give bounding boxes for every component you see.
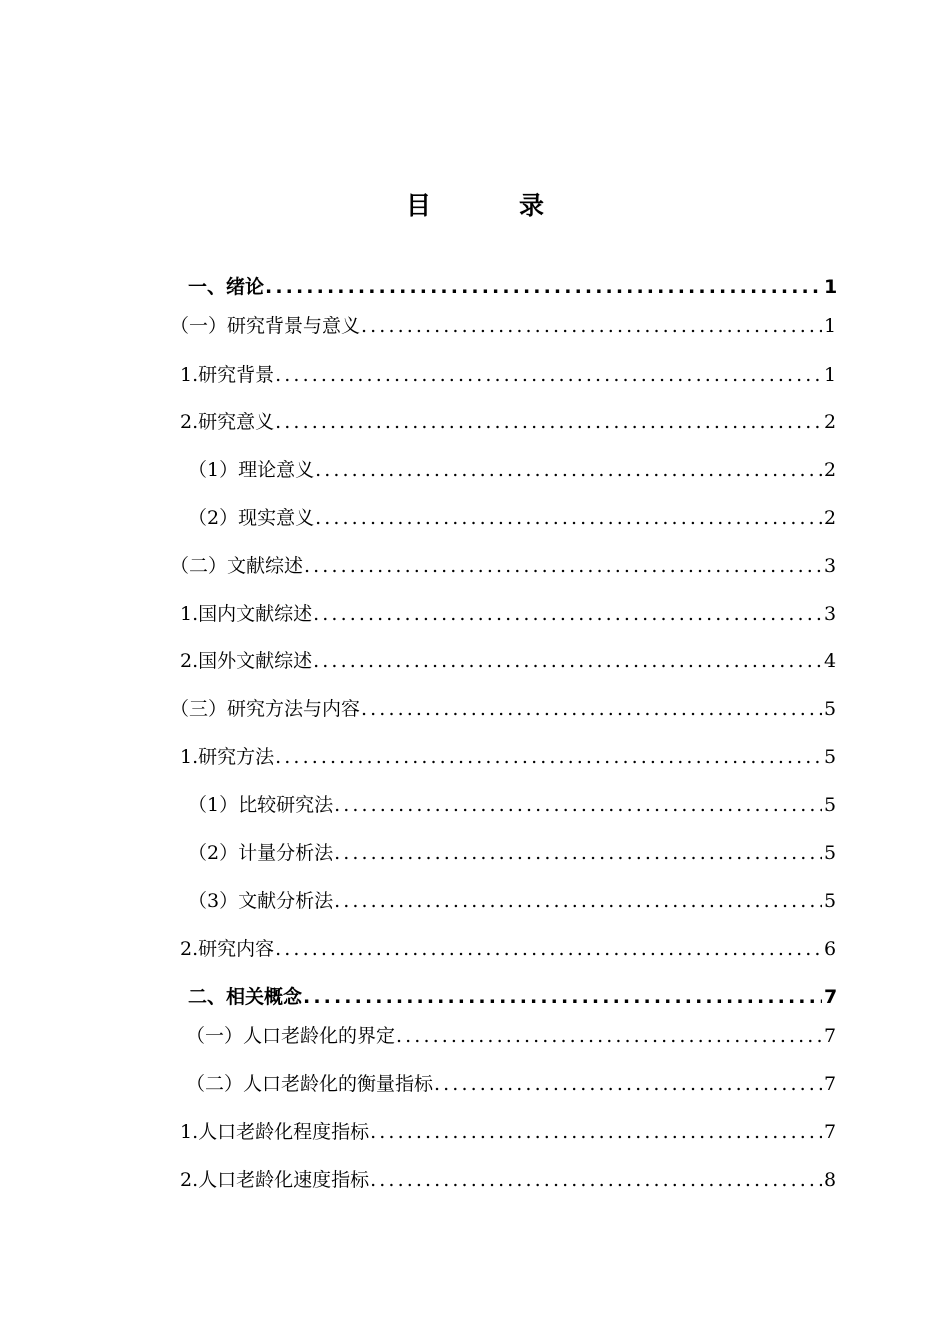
toc-entry-page: 7 <box>824 1025 837 1047</box>
toc-entry-title: 相关概念 <box>226 986 303 1008</box>
toc-entry-page: 3 <box>824 603 837 625</box>
toc-entry-title: 计量分析法 <box>238 842 334 864</box>
toc-entry-page: 5 <box>824 842 837 864</box>
toc-entry-page: 7 <box>824 986 838 1008</box>
toc-entry-title: 研究方法与内容 <box>227 698 361 720</box>
toc-entry-title: 研究方法 <box>198 746 275 768</box>
toc-entry[interactable] <box>188 983 836 1011</box>
toc-leader-dots <box>303 983 822 1011</box>
toc-entry-title: 研究背景与意义 <box>227 315 361 337</box>
toc-entry-number: 1. <box>180 603 199 625</box>
toc-entry-number: （2） <box>188 507 239 529</box>
toc-entry-page: 2 <box>824 411 837 433</box>
toc-entry-number: （2） <box>188 842 239 864</box>
toc-entry[interactable] <box>186 1070 836 1098</box>
toc-entry-page: 7 <box>824 1073 837 1095</box>
toc-entry-page: 1 <box>824 364 837 386</box>
toc-leader-dots <box>361 312 822 340</box>
toc-entry-number: （1） <box>188 794 239 816</box>
toc-entry-title: 文献分析法 <box>238 890 334 912</box>
toc-entry[interactable] <box>180 743 836 771</box>
toc-entry-page: 5 <box>824 890 837 912</box>
toc-entry[interactable] <box>188 791 836 819</box>
toc-entry-number: 1. <box>180 1121 199 1143</box>
toc-entry[interactable] <box>188 273 836 301</box>
toc-entry-page: 2 <box>824 507 837 529</box>
toc-entry[interactable] <box>170 312 836 340</box>
toc-leader-dots <box>434 1070 822 1098</box>
toc-entry[interactable] <box>180 600 836 628</box>
toc-entry-title: 人口老龄化速度指标 <box>198 1169 370 1191</box>
toc-entry-number: （一） <box>170 315 228 337</box>
toc-leader-dots <box>275 743 822 771</box>
toc-leader-dots <box>315 504 822 532</box>
toc-entry-number: （二） <box>170 555 228 577</box>
toc-entry[interactable] <box>188 504 836 532</box>
toc-leader-dots <box>334 791 822 819</box>
toc-leader-dots <box>370 1166 822 1194</box>
toc-entry[interactable] <box>188 887 836 915</box>
toc-entry[interactable] <box>180 1166 836 1194</box>
toc-entry-page: 3 <box>824 555 837 577</box>
toc-entry-title: 文献综述 <box>227 555 304 577</box>
toc-entry-title: 人口老龄化程度指标 <box>198 1121 370 1143</box>
toc-entry[interactable] <box>186 1022 836 1050</box>
toc-entry[interactable] <box>188 456 836 484</box>
toc-entry-page: 8 <box>824 1169 837 1191</box>
toc-entry[interactable] <box>180 361 836 389</box>
toc-leader-dots <box>370 1118 822 1146</box>
toc-leader-dots <box>265 273 822 301</box>
toc-entry-title: 人口老龄化的界定 <box>243 1025 396 1047</box>
toc-entry-page: 2 <box>824 459 837 481</box>
toc-entry-title: 人口老龄化的衡量指标 <box>243 1073 434 1095</box>
toc-entry[interactable] <box>180 647 836 675</box>
toc-leader-dots <box>275 935 822 963</box>
toc-entry-number: （三） <box>170 698 228 720</box>
toc-entry-page: 1 <box>824 276 838 298</box>
toc-entry[interactable] <box>170 552 836 580</box>
toc-entry[interactable] <box>188 839 836 867</box>
toc-entry-title: 研究内容 <box>198 938 275 960</box>
toc-leader-dots <box>334 887 822 915</box>
toc-leader-dots <box>275 408 822 436</box>
toc-entry-page: 5 <box>824 746 837 768</box>
toc-leader-dots <box>313 600 822 628</box>
toc-entry-number: （二） <box>186 1073 244 1095</box>
toc-entry[interactable] <box>180 408 836 436</box>
toc-entry-title: 国外文献综述 <box>198 650 313 672</box>
toc-entry-number: 一、 <box>188 276 227 298</box>
toc-entry[interactable] <box>180 935 836 963</box>
toc-leader-dots <box>313 647 822 675</box>
toc-leader-dots <box>304 552 822 580</box>
toc-entry-number: 2. <box>180 1169 199 1191</box>
toc-leader-dots <box>396 1022 822 1050</box>
toc-entry-number: 1. <box>180 746 199 768</box>
toc-entry-title: 理论意义 <box>238 459 315 481</box>
toc-leader-dots <box>361 695 822 723</box>
toc-entry-number: 2. <box>180 411 199 433</box>
toc-entry-title: 比较研究法 <box>238 794 334 816</box>
toc-entry-number: 2. <box>180 938 199 960</box>
toc-entry-title: 研究意义 <box>198 411 275 433</box>
toc-entry-number: （1） <box>188 459 239 481</box>
toc-entry-number: 二、 <box>188 986 227 1008</box>
toc-entry-page: 5 <box>824 698 837 720</box>
toc-entry[interactable] <box>180 1118 836 1146</box>
toc-entry-number: （3） <box>188 890 239 912</box>
toc-entry-title: 国内文献综述 <box>198 603 313 625</box>
toc-entry-page: 5 <box>824 794 837 816</box>
title-char-right: 录 <box>519 191 545 220</box>
toc-entry-title: 研究背景 <box>198 364 275 386</box>
toc-entry-title: 现实意义 <box>238 507 315 529</box>
toc-leader-dots <box>275 361 822 389</box>
toc-entry-page: 1 <box>824 315 837 337</box>
toc-entry-page: 6 <box>824 938 837 960</box>
toc-entry-page: 7 <box>824 1121 837 1143</box>
toc-entry-number: 1. <box>180 364 199 386</box>
toc-entry[interactable] <box>170 695 836 723</box>
toc-entry-page: 4 <box>824 650 837 672</box>
title-char-left: 目 <box>405 191 431 220</box>
toc-entry-number: 2. <box>180 650 199 672</box>
toc-entry-title: 绪论 <box>226 276 265 298</box>
toc-leader-dots <box>334 839 822 867</box>
toc-leader-dots <box>315 456 822 484</box>
toc-entry-number: （一） <box>186 1025 244 1047</box>
